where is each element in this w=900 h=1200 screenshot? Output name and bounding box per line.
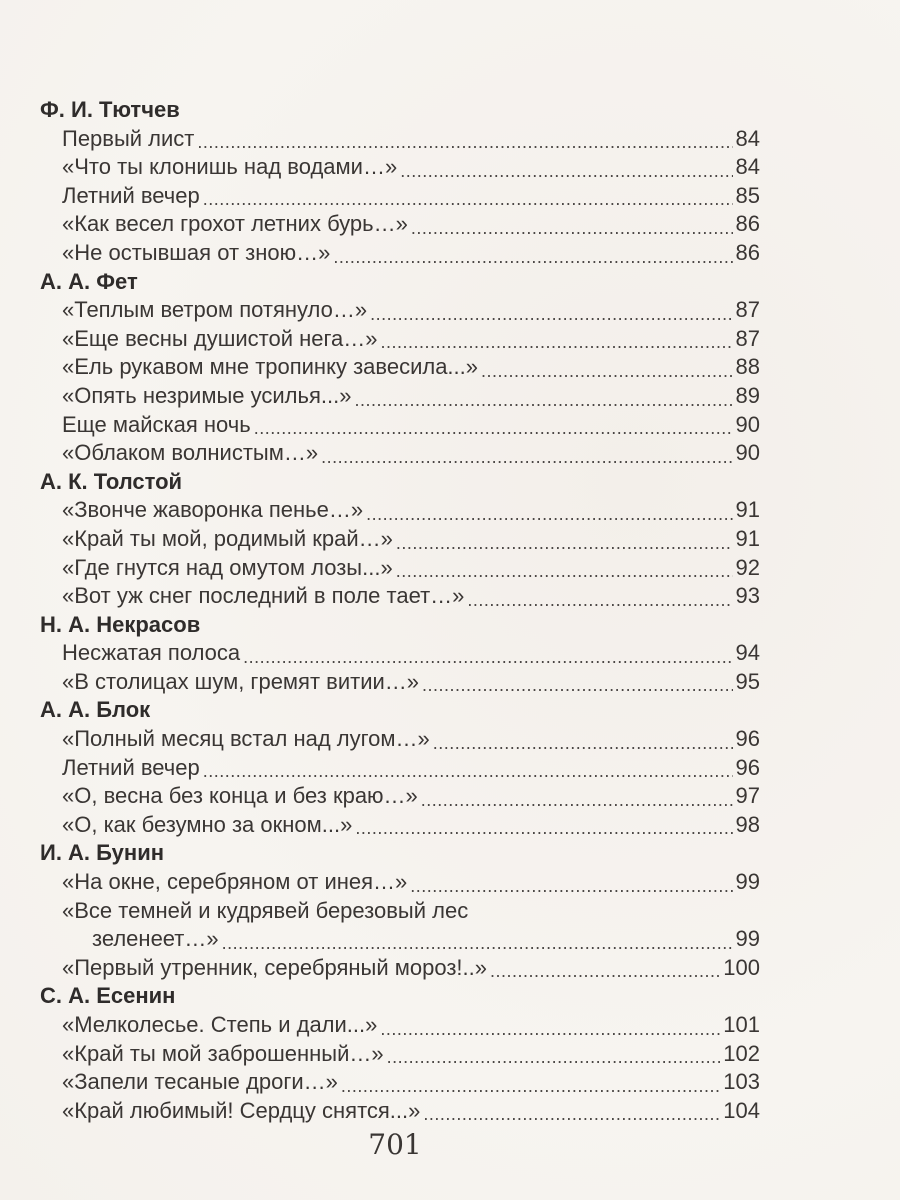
entry-title: «Как весел грохот летних бурь…» (62, 211, 408, 237)
toc-entry[interactable] (40, 182, 760, 211)
dot-leader (467, 582, 732, 611)
toc-entry[interactable] (40, 239, 760, 268)
entry-title: «Запели тесаные дроги…» (62, 1069, 338, 1095)
entry-page: 102 (723, 1040, 760, 1066)
dot-leader (341, 1068, 720, 1097)
toc-entry[interactable] (40, 153, 760, 182)
dot-leader (243, 639, 732, 668)
page-number: 701 (368, 1128, 422, 1161)
entry-page: 99 (735, 869, 760, 895)
entry-title: Летний вечер (62, 182, 200, 208)
entry-title: «В столицах шум, гремят витии…» (62, 668, 420, 694)
toc-entry[interactable] (40, 639, 760, 668)
entry-title: «Ель рукавом мне тропинку завесила...» (62, 354, 479, 380)
entry-title: «Где гнутся над омутом лозы...» (62, 554, 393, 580)
entry-page: 103 (723, 1069, 760, 1095)
entry-page: 84 (735, 125, 760, 151)
entry-title: «Теплым ветром потянуло…» (62, 297, 368, 323)
entry-page: 100 (723, 954, 760, 980)
entry-page: 90 (735, 440, 760, 466)
entry-title: «Мелколесье. Степь и дали...» (62, 1012, 378, 1037)
author-heading: А. К. Толстой (40, 468, 183, 494)
toc-entry[interactable] (40, 725, 760, 754)
entry-page: 98 (735, 811, 760, 837)
entry-page: 93 (735, 583, 760, 609)
toc-entry[interactable] (40, 868, 760, 897)
author-heading: С. А. Есенин (40, 983, 176, 1009)
entry-title: «Не остывшая от зною…» (62, 239, 331, 265)
dot-leader (433, 725, 733, 754)
dot-leader (355, 811, 732, 840)
entry-title: Летний вечер (62, 754, 200, 780)
entry-page: 92 (735, 554, 760, 580)
toc-entry[interactable] (40, 582, 760, 611)
author-heading: А. А. Фет (40, 268, 138, 294)
toc-entry[interactable] (40, 325, 760, 354)
entry-title: «Край ты мой, родимый край…» (62, 525, 393, 551)
dot-leader (423, 1097, 720, 1126)
toc-entry[interactable] (40, 554, 760, 583)
entry-page: 89 (735, 382, 760, 408)
entry-title: «Полный месяц встал над лугом…» (62, 726, 430, 752)
entry-title: «Вот уж снег последний в поле тает…» (62, 583, 465, 609)
dot-leader (422, 668, 732, 697)
dot-leader (387, 1040, 721, 1069)
toc-entry[interactable] (40, 296, 760, 325)
toc-entry[interactable] (40, 439, 760, 468)
entry-page: 87 (735, 325, 760, 351)
entry-title: «О, как безумно за окном...» (62, 811, 353, 837)
toc-entry[interactable] (40, 668, 760, 697)
entry-title: «Край ты мой заброшенный…» (62, 1040, 384, 1066)
dot-leader (354, 382, 732, 411)
entry-page: 84 (735, 154, 760, 180)
author-heading: И. А. Бунин (40, 840, 165, 866)
entry-page: 88 (735, 354, 760, 380)
entry-title: Несжатая полоса (62, 640, 241, 666)
entry-title: «На окне, серебряном от инея…» (62, 869, 408, 895)
toc-entry[interactable] (40, 125, 760, 154)
toc-entry[interactable] (40, 1011, 760, 1040)
dot-leader (222, 925, 733, 954)
entry-page: 97 (735, 783, 760, 809)
dot-leader (411, 210, 733, 239)
dot-leader (396, 554, 733, 583)
entry-title: «О, весна без конца и без краю…» (62, 783, 418, 809)
dot-leader (370, 296, 732, 325)
entry-page: 87 (735, 297, 760, 323)
entry-page: 85 (735, 182, 760, 208)
dot-leader (396, 525, 733, 554)
dot-leader (321, 439, 732, 468)
toc-entry[interactable] (40, 925, 760, 954)
entry-page: 99 (735, 926, 760, 952)
entry-page: 90 (735, 411, 760, 437)
entry-title: «Звонче жаворонка пенье…» (62, 497, 364, 523)
entry-title-line1[interactable]: «Все темней и кудрявей березовый лес (62, 897, 469, 923)
toc-entry[interactable] (40, 954, 760, 983)
entry-page: 86 (735, 211, 760, 237)
toc-entry[interactable] (40, 353, 760, 382)
dot-leader (400, 153, 732, 182)
dot-leader (410, 868, 732, 897)
dot-leader (421, 782, 733, 811)
entry-page: 96 (735, 726, 760, 752)
dot-leader (203, 182, 733, 211)
author-heading: А. А. Блок (40, 697, 151, 723)
toc-entry[interactable] (40, 411, 760, 440)
entry-title: Еще майская ночь (62, 411, 251, 437)
toc-entry[interactable] (40, 782, 760, 811)
dot-leader (333, 239, 732, 268)
dot-leader (197, 125, 732, 154)
toc-entry[interactable] (40, 754, 760, 783)
dot-leader (381, 325, 733, 354)
dot-leader (254, 411, 733, 440)
toc-entry[interactable] (40, 1040, 760, 1069)
entry-title: «Еще весны душистой нега…» (62, 325, 378, 351)
entry-page: 96 (735, 754, 760, 780)
author-heading: Н. А. Некрасов (40, 611, 201, 637)
dot-leader (380, 1011, 720, 1040)
toc-entry[interactable] (40, 1097, 760, 1126)
dot-leader (203, 754, 733, 783)
toc-entry[interactable] (40, 811, 760, 840)
entry-page: 94 (735, 640, 760, 666)
toc-entry[interactable] (40, 496, 760, 525)
entry-page: 91 (735, 525, 760, 551)
entry-page: 95 (735, 668, 760, 694)
entry-title: «Что ты клонишь над водами…» (62, 154, 398, 180)
dot-leader (490, 954, 720, 983)
toc-entry[interactable] (40, 382, 760, 411)
author-heading: Ф. И. Тютчев (40, 97, 180, 122)
entry-title: «Опять незримые усилья...» (62, 382, 352, 408)
entry-title: «Край любимый! Сердцу снятся...» (62, 1097, 421, 1123)
entry-page: 104 (723, 1097, 760, 1123)
table-of-contents (40, 96, 760, 1125)
entry-page: 91 (735, 497, 760, 523)
toc-entry[interactable] (40, 210, 760, 239)
entry-title: Первый лист (62, 125, 195, 151)
entry-title: зеленеет…» (92, 926, 219, 952)
dot-leader (366, 496, 732, 525)
toc-entry[interactable] (40, 1068, 760, 1097)
toc-entry[interactable] (40, 525, 760, 554)
entry-page: 86 (735, 239, 760, 265)
entry-title: «Облаком волнистым…» (62, 440, 319, 466)
entry-title: «Первый утренник, серебряный мороз!..» (62, 954, 487, 980)
dot-leader (481, 353, 733, 382)
entry-page: 101 (723, 1012, 760, 1037)
